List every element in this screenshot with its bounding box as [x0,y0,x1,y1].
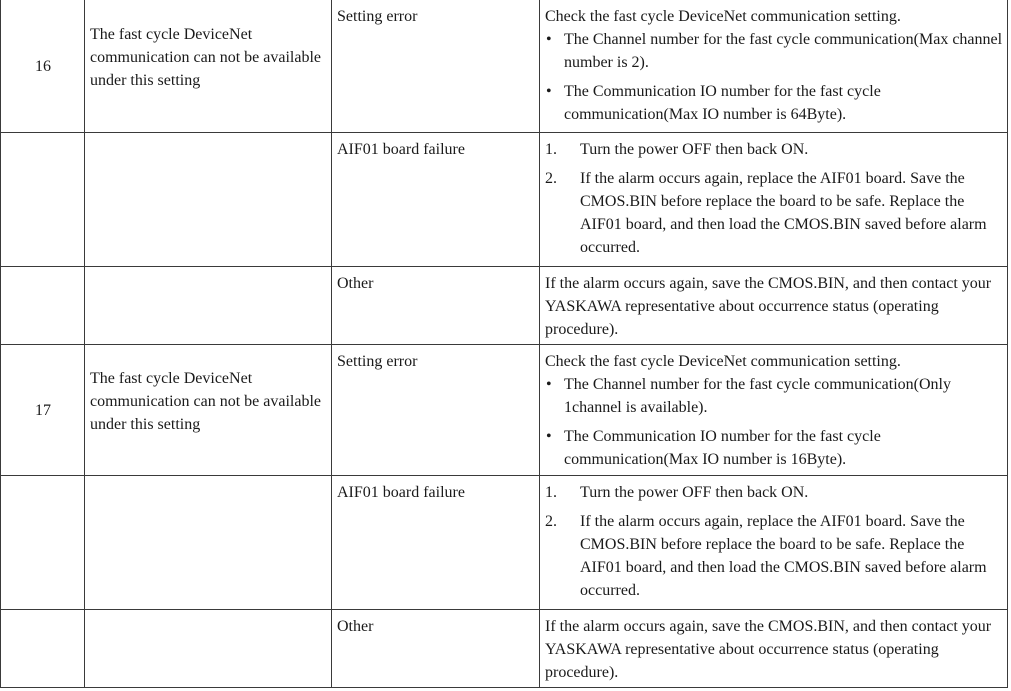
step-number: 1. [545,140,557,158]
alarm-number-cell [1,344,85,475]
alarm-meaning: The fast cycle DeviceNet communication can not be available under this setting [90,26,322,90]
alarm-meaning-cell [85,0,332,132]
cause-text: Setting error [337,8,418,25]
alarm-number: 17 [35,402,51,419]
step-number: 2. [545,512,557,530]
remedy-cell [540,0,1008,132]
cause-cell [332,344,540,475]
alarm-number: 16 [35,58,51,76]
cause-text: Setting error [337,352,418,370]
remedy-bullet [545,28,1003,74]
table-row [1,132,1008,266]
step-number: 2. [545,169,557,187]
table-row [1,344,1008,475]
alarm-number-cell [1,475,85,609]
remedy-text: Check the fast cycle DeviceNet communication setting. [545,8,901,25]
alarm-number-cell [1,609,85,687]
alarm-meaning-cell [85,475,332,609]
bullet-text: The Channel number for the fast cycle communication(Only 1channel is available). [564,375,951,416]
table-row [1,475,1008,609]
remedy-step [545,167,1003,259]
cause-cell [332,266,540,344]
remedy-cell [540,132,1008,266]
remedy-cell [540,344,1008,475]
cause-text: Other [337,617,374,635]
cause-cell [332,132,540,266]
cause-text: AIF01 board failure [337,483,465,501]
remedy-text: If the alarm occurs again, save the CMOS.BIN, and then contact your YASKAWA representative about occurrence status (operating procedure). [545,617,992,681]
alarm-number-cell [1,266,85,344]
bullet-mark: • [546,83,552,100]
cause-cell [332,475,540,609]
alarm-meaning-cell [85,266,332,344]
step-number: 1. [545,483,557,501]
remedy-step [545,138,1003,161]
step-text: Turn the power OFF then back ON. [580,140,809,158]
remedy-bullet [545,80,1003,126]
cause-cell [332,0,540,132]
remedy-cell [540,609,1008,687]
remedy-cell [540,475,1008,609]
step-text: Turn the power OFF then back ON. [580,483,809,501]
remedy-step [545,481,1003,504]
bullet-text: The Channel number for the fast cycle communication(Max channel number is 2). [564,31,1003,71]
remedy-text: If the alarm occurs again, save the CMOS.BIN, and then contact your YASKAWA representative about occurrence status (operating procedure). [545,274,992,338]
alarm-number-cell [1,132,85,266]
remedy-cell [540,266,1008,344]
cause-text: AIF01 board failure [337,140,465,158]
bullet-text: The Communication IO number for the fast cycle communication(Max IO number is 16Byte). [564,427,881,468]
remedy-bullet [545,425,1003,471]
cause-cell [332,609,540,687]
remedy-bullet [545,373,1003,419]
alarm-meaning-cell [85,609,332,687]
cause-text: Other [337,274,374,292]
step-text: If the alarm occurs again, replace the AIF01 board. Save the CMOS.BIN before replace the board to be safe. Replace the AIF01 board, and then load the CMOS.BIN saved before alarm occurred. [580,169,987,256]
table-row [1,266,1008,344]
remedy-text: Check the fast cycle DeviceNet communication setting. [545,352,901,370]
alarm-meaning-cell [85,344,332,475]
alarm-number-cell [1,0,85,132]
alarm-meaning-cell [85,132,332,266]
bullet-mark: • [546,427,552,445]
bullet-mark: • [546,375,552,393]
bullet-text: The Communication IO number for the fast cycle communication(Max IO number is 64Byte). [564,83,881,123]
table-row [1,0,1008,132]
table-row [1,609,1008,687]
remedy-step [545,510,1003,602]
bullet-mark: • [546,31,552,48]
alarm-meaning: The fast cycle DeviceNet communication can not be available under this setting [90,370,322,433]
step-text: If the alarm occurs again, replace the AIF01 board. Save the CMOS.BIN before replace the board to be safe. Replace the AIF01 board, and then load the CMOS.BIN saved before alarm occurred. [580,512,987,599]
